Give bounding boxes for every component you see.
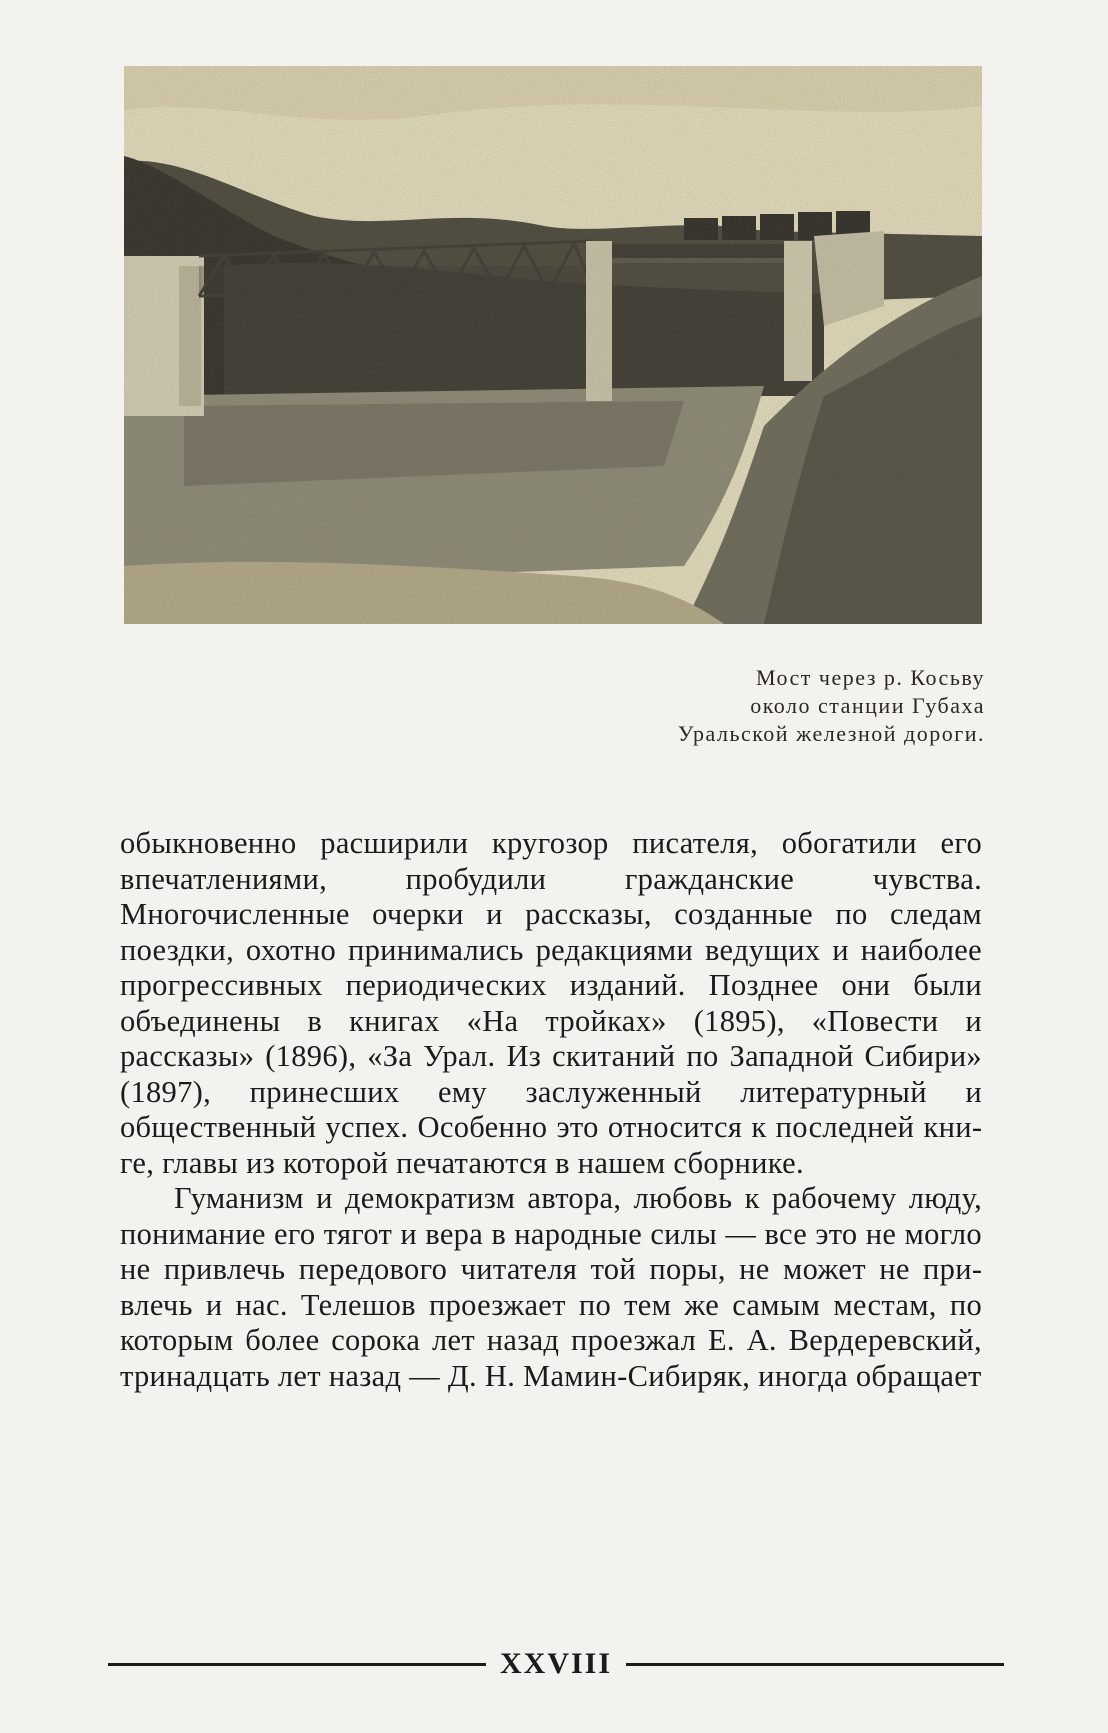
bridge-photograph — [124, 66, 982, 624]
caption-line: Мост через р. Косьву — [755, 665, 985, 690]
body-text — [120, 826, 982, 1394]
photo-caption — [440, 664, 985, 748]
paragraph: Гуманизм и демократизм автора, любовь к рабочему люду, понимание его тягот и вера в народные силы — все это не могло не привлечь передового читателя той поры, не может не привлечь и нас. Телешов проезжает по тем же самым местам, по которым более сорока лет назад проезжал Е. А. Вердеревский, тринадцать лет назад — Д. Н. Мамин-Сибиряк, иногда обращает — [120, 1181, 982, 1393]
caption-line: Уральской железной дороги. — [677, 721, 985, 746]
page-number: XXVIII — [499, 1647, 613, 1680]
paragraph: обыкновенно расширили кругозор писателя, обогатили его впечатлениями, пробудили гражданские чувства. Многочисленные очерки и рассказы, созданные по следам поездки, охотно принимались редакциями ведущих и наиболее прогрессивных периодических изданий. Позднее они были объединены в книгах «На тройках» (1895), «Повести и рассказы» (1896), «За Урал. Из скитаний по Западной Сибири» (1897), принесших ему заслуженный литературный и общественный успех. Особенно это относится к последней книге, главы из которой печатаются в нашем сборнике. — [120, 826, 982, 1180]
caption-line: около станции Губаха — [750, 693, 985, 718]
page-footer — [108, 1644, 1004, 1684]
footer-rule-right — [626, 1663, 1004, 1666]
footer-rule-left — [108, 1663, 486, 1666]
bridge-illustration — [124, 66, 982, 624]
